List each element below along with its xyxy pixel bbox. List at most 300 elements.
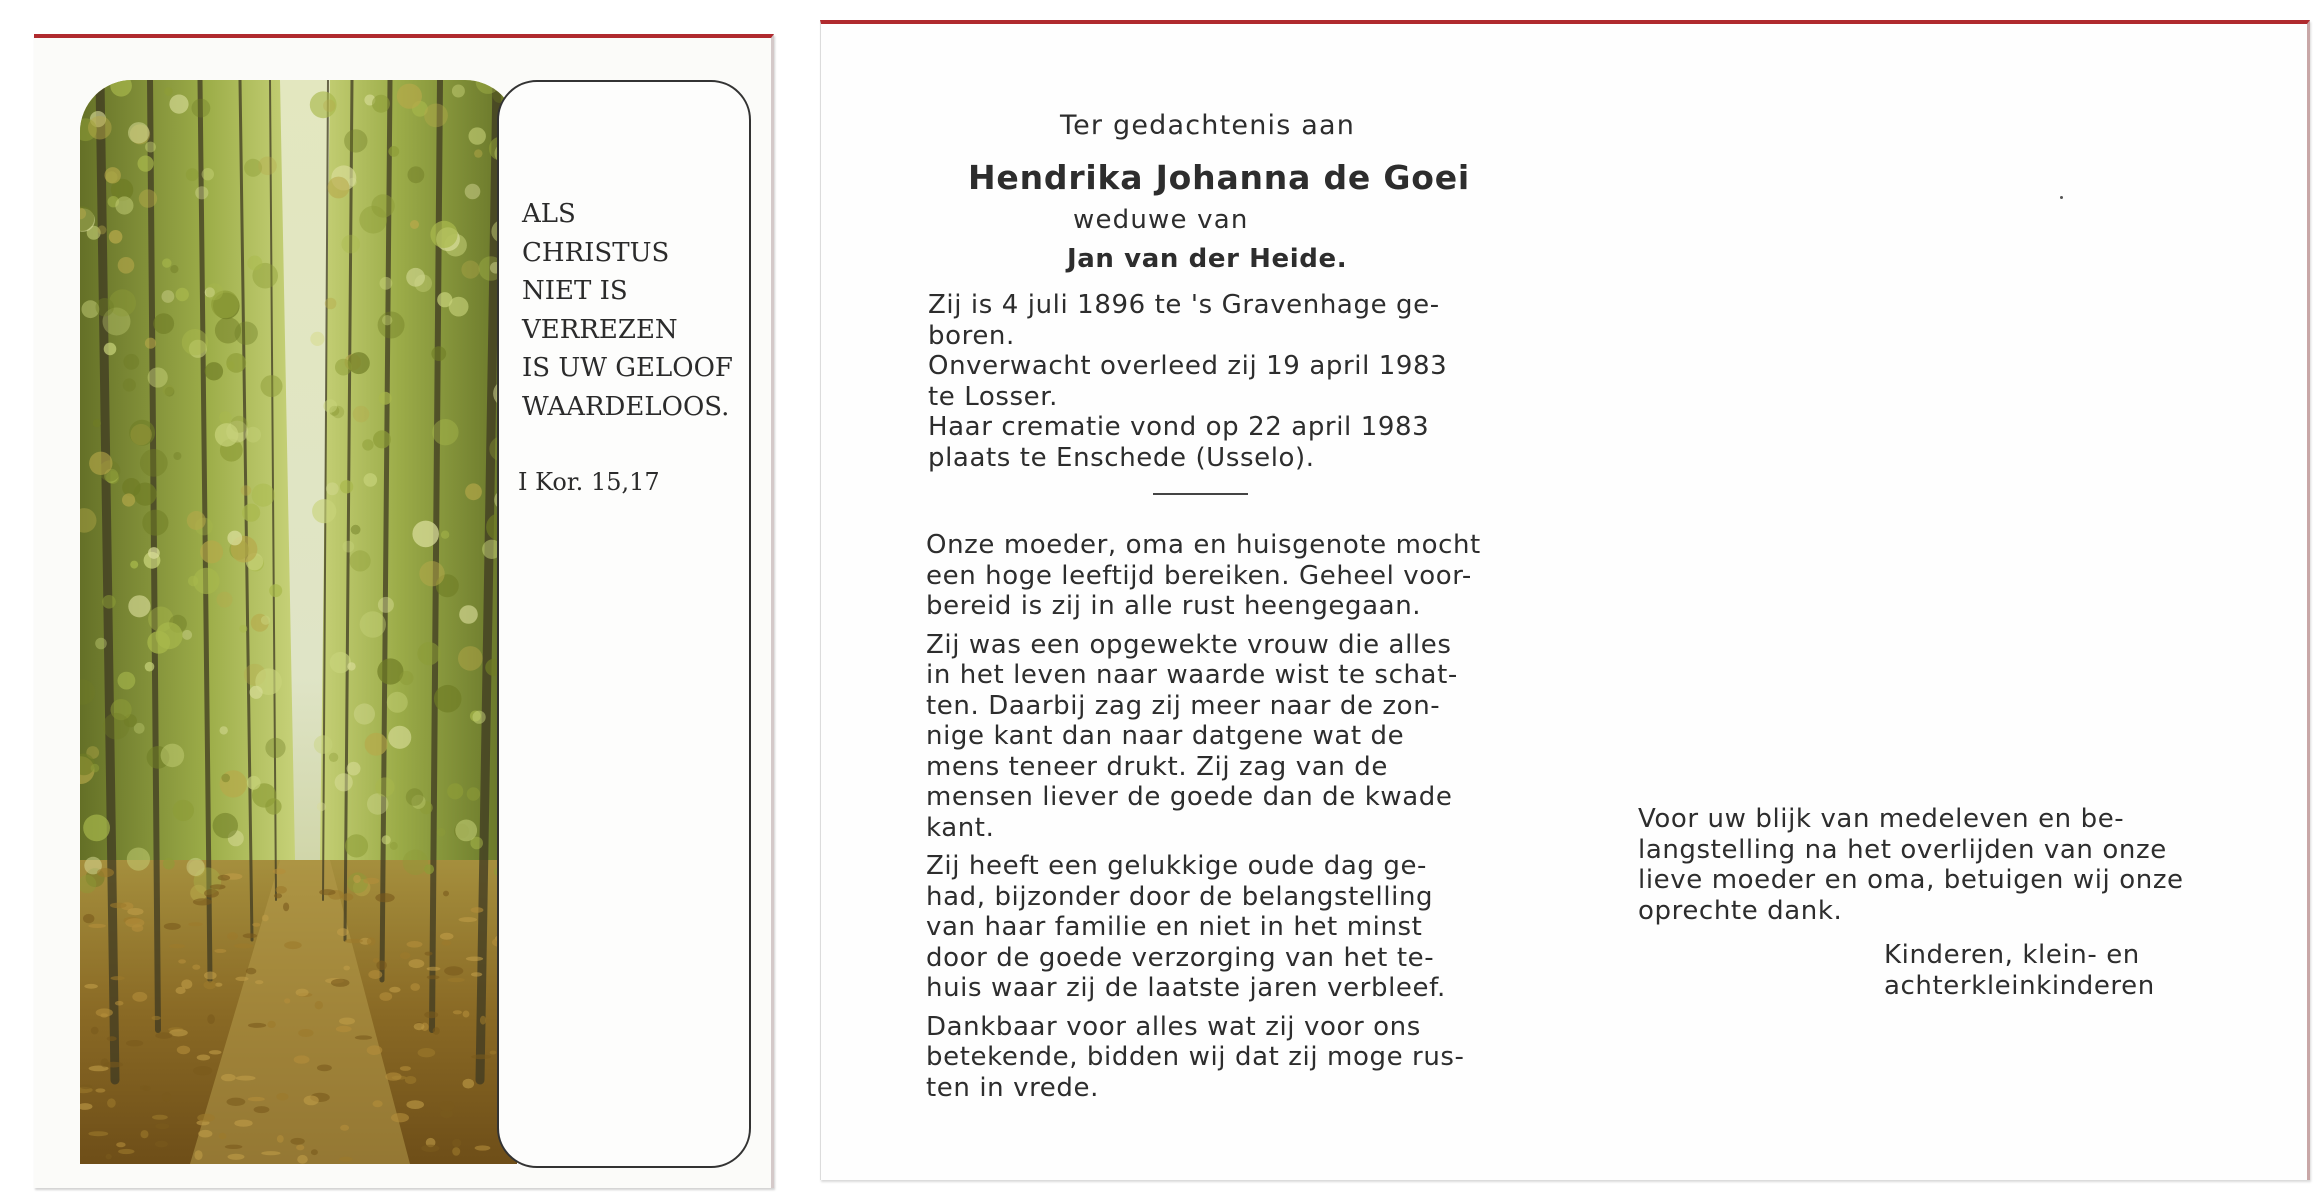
fallen-leaf (337, 928, 348, 936)
foliage-blob (239, 625, 247, 633)
fallen-leaf (88, 924, 106, 928)
foliage-blob (373, 430, 391, 448)
foliage-blob (347, 762, 361, 776)
fallen-leaf (363, 878, 379, 884)
foliage-blob (241, 485, 252, 496)
fallen-leaf (83, 914, 94, 923)
foliage-blob (417, 642, 440, 665)
paper-speck (2060, 196, 2063, 199)
facts-line: Zij is 4 juli 1896 te 's Gravenhage ge- (928, 290, 1440, 320)
foliage-blob (140, 449, 168, 477)
fallen-leaf (188, 922, 202, 926)
foliage-blob (217, 592, 233, 608)
foliage-blob (382, 835, 391, 844)
foliage-blob (258, 157, 277, 176)
fallen-leaf (132, 992, 147, 1002)
foliage-blob (156, 622, 183, 649)
quote-line: VERREZEN (522, 314, 678, 345)
memorial-heading: Ter gedachtenis aan (1060, 110, 1356, 141)
fallen-leaf (197, 1055, 210, 1061)
fallen-leaf (254, 1106, 270, 1113)
fallen-leaf (276, 886, 287, 894)
bible-quote (522, 195, 733, 426)
foliage-blob (317, 802, 326, 811)
fallen-leaf (262, 915, 269, 922)
fallen-leaf (97, 868, 114, 877)
foliage-blob (163, 858, 175, 870)
foliage-blob (104, 343, 117, 356)
fallen-leaf (459, 917, 477, 922)
fallen-leaf (127, 908, 143, 915)
foliage-blob (215, 423, 239, 447)
foliage-blob (186, 168, 199, 181)
fallen-leaf (152, 1115, 168, 1120)
fallen-leaf (221, 1074, 236, 1081)
foliage-blob (88, 116, 112, 140)
fallen-leaf (155, 1123, 169, 1129)
fallen-leaf (317, 1065, 332, 1072)
foliage-blob (169, 95, 188, 114)
fallen-leaf (463, 1079, 475, 1089)
foliage-blob (406, 788, 424, 806)
foliage-blob (193, 568, 219, 594)
fallen-leaf (427, 967, 441, 971)
foliage-blob (128, 595, 150, 617)
fallen-leaf (91, 1027, 99, 1035)
facts-line: te Losser. (928, 381, 1059, 412)
foliage-blob (162, 290, 175, 303)
foliage-blob (375, 777, 394, 796)
fallen-leaf (162, 1092, 171, 1101)
fallen-leaf (471, 972, 482, 976)
fallen-leaf (141, 1130, 149, 1138)
foliage-blob (437, 828, 446, 837)
foliage-blob (97, 225, 106, 234)
fallen-leaf (198, 1130, 212, 1138)
fallen-leaf (297, 1155, 308, 1164)
foliage-blob (424, 104, 448, 128)
thanks-line: langstelling na het overlijden van onze (1638, 834, 2167, 865)
facts-line: Onverwacht overleed zij 19 april 1983 (928, 351, 1448, 381)
eulogy-line: mensen liever de goede dan de kwade (926, 782, 1453, 812)
foliage-blob (145, 338, 156, 349)
fallen-leaf (273, 869, 286, 875)
facts-line: Haar crematie vond op 22 april 1983 (928, 412, 1430, 442)
foliage-blob (449, 297, 469, 317)
relation-label: weduwe van (1073, 205, 1249, 235)
foliage-blob (176, 288, 189, 301)
fallen-leaf (248, 1097, 265, 1101)
fallen-leaf (197, 1114, 215, 1122)
foliage-blob (434, 685, 462, 713)
foliage-blob (162, 258, 171, 267)
fallen-leaf (218, 875, 230, 881)
foliage-blob (340, 480, 353, 493)
foliage-blob (91, 764, 100, 773)
foliage-blob (145, 662, 155, 672)
fallen-leaf (193, 1066, 212, 1075)
foliage-blob (138, 156, 154, 172)
fallen-leaf (443, 891, 449, 897)
foliage-blob (388, 726, 411, 749)
foliage-blob (118, 672, 136, 690)
fallen-leaf (115, 1001, 124, 1006)
fallen-leaf (283, 903, 289, 912)
foliage-blob (142, 510, 168, 536)
fallen-leaf (345, 939, 363, 944)
foliage-blob (202, 168, 214, 180)
fallen-leaf (439, 1101, 454, 1111)
fallen-leaf (424, 1011, 438, 1018)
foliage-blob (342, 541, 354, 553)
fallen-leaf (194, 1150, 202, 1160)
foliage-blob (161, 744, 185, 768)
foliage-blob (348, 178, 356, 186)
foliage-blob (145, 142, 156, 153)
fallen-leaf (246, 968, 256, 975)
fallen-leaf (367, 937, 376, 945)
fallen-leaf (164, 923, 181, 930)
fallen-leaf (243, 933, 257, 938)
thanks-line: lieve moeder en oma, betuigen wij onze (1638, 865, 2184, 895)
foliage-blob (469, 127, 486, 144)
foliage-blob (130, 561, 138, 569)
eulogy-line: Zij heeft een gelukkige oude dag ge- (926, 851, 1428, 881)
foliage-blob (474, 149, 482, 157)
fallen-leaf (274, 893, 282, 898)
foliage-blob (213, 813, 238, 838)
foliage-blob (410, 220, 419, 229)
fallen-leaf (400, 1066, 411, 1071)
fallen-leaf (176, 987, 186, 994)
deceased-name: Hendrika Johanna de Goei (968, 158, 1471, 197)
foliage-blob (431, 346, 446, 361)
fallen-leaf (475, 1145, 491, 1150)
foliage-blob (93, 419, 101, 427)
fallen-leaf (471, 1054, 491, 1059)
foliage-blob (310, 332, 324, 346)
foliage-blob (235, 322, 258, 345)
fallen-leaf (406, 1100, 424, 1109)
fallen-leaf (440, 933, 454, 940)
foliage-blob (173, 800, 194, 821)
foliage-blob (314, 735, 333, 754)
foliage-blob (335, 359, 352, 376)
facts-line: plaats te Enschede (Usselo). (928, 442, 1315, 473)
life-facts (928, 290, 1447, 473)
fallen-leaf (210, 884, 226, 889)
foliage-blob (345, 834, 368, 857)
foliage-blob (403, 850, 429, 876)
fallen-leaf (227, 1098, 246, 1106)
fallen-leaf (209, 1050, 222, 1054)
fallen-leaf (214, 949, 226, 953)
fallen-leaf (425, 952, 433, 956)
fallen-leaf (385, 1072, 401, 1080)
fallen-leaf (101, 1058, 109, 1067)
fallen-leaf (204, 981, 217, 990)
fallen-leaf (235, 977, 248, 981)
fallen-leaf (373, 1100, 383, 1107)
fallen-leaf (480, 1016, 486, 1025)
eulogy-line: bereid is zij in alle rust heengegaan. (926, 591, 1422, 621)
eulogy-paragraph (926, 530, 1481, 622)
foliage-blob (200, 540, 223, 563)
fallen-leaf (298, 1029, 313, 1037)
fallen-leaf (88, 1131, 108, 1136)
signature-line: Kinderen, klein- en (1884, 940, 2140, 970)
foliage-blob (424, 864, 434, 874)
quote-line: WAARDELOOS. (522, 391, 730, 422)
fallen-leaf (234, 1120, 252, 1127)
divider (1153, 493, 1248, 495)
foliage-blob (128, 122, 149, 143)
foliage-blob (170, 265, 178, 273)
fallen-leaf (414, 1023, 425, 1030)
fallen-leaf (151, 1016, 160, 1020)
foliage-blob (247, 256, 262, 271)
eulogy-line: huis waar zij de laatste jaren verbleef. (926, 973, 1446, 1003)
foliage-blob (467, 787, 480, 800)
foliage-blob (122, 493, 135, 506)
foliage-blob (323, 100, 335, 112)
fallen-leaf (367, 1045, 383, 1055)
fallen-leaf (169, 944, 185, 948)
foliage-blob (148, 547, 160, 559)
foliage-blob (455, 820, 477, 842)
fallen-leaf (100, 1013, 108, 1017)
eulogy-line: in het leven naar waarde wist te schat- (926, 660, 1458, 690)
fallen-leaf (444, 966, 463, 975)
foliage-blob (164, 87, 173, 96)
foliage-blob (192, 99, 211, 118)
foliage-blob (406, 268, 425, 287)
foliage-blob (419, 561, 444, 586)
fallen-leaf (405, 1076, 416, 1084)
foliage-blob (388, 146, 399, 157)
fallen-leaf (255, 980, 263, 984)
foliage-blob (364, 473, 378, 487)
foliage-blob (242, 504, 260, 522)
fallen-leaf (178, 959, 186, 963)
foliage-blob (227, 531, 242, 546)
fallen-leaf (315, 1001, 323, 1009)
fallen-leaf (276, 1093, 288, 1101)
foliage-blob (459, 605, 478, 624)
fallen-leaf (389, 987, 400, 993)
foliage-blob (127, 848, 150, 871)
eulogy-line: had, bijzonder door de belangstelling (926, 881, 1434, 912)
quote-line: NIET IS (522, 276, 628, 306)
fallen-leaf (294, 1055, 310, 1063)
fallen-leaf (379, 992, 392, 1001)
foliage-blob (378, 597, 394, 613)
foliage-blob (353, 406, 370, 423)
foliage-blob (399, 671, 413, 685)
fallen-leaf (418, 1048, 436, 1057)
fallen-leaf (427, 975, 440, 979)
foliage-blob (325, 298, 337, 310)
fallen-leaf (236, 1076, 256, 1081)
eulogy-line: door de goede verzorging van het te- (926, 942, 1435, 973)
thanks-line: oprechte dank. (1638, 895, 1843, 926)
foliage-blob (89, 452, 112, 475)
eulogy-paragraph (926, 630, 1481, 844)
foliage-blob (109, 289, 136, 316)
eulogy-line: mens teneer drukt. Zij zag van de (926, 751, 1388, 782)
fallen-leaf (107, 1098, 116, 1107)
eulogy-line: Onze moeder, oma en huisgenote mocht (926, 530, 1481, 560)
fallen-leaf (375, 893, 394, 902)
foliage-blob (397, 84, 422, 109)
fallen-leaf (400, 952, 411, 959)
quote-line: IS UW GELOOF (522, 353, 733, 383)
fallen-leaf (447, 978, 464, 982)
fallen-leaf (261, 1151, 280, 1155)
foliage-blob (247, 776, 261, 790)
fallen-leaf (107, 1036, 117, 1041)
fallen-leaf (84, 984, 98, 989)
foliage-blob (329, 753, 338, 762)
foliage-blob (139, 189, 157, 207)
fallen-leaf (126, 1040, 143, 1046)
foliage-blob (129, 420, 155, 446)
fallen-leaf (409, 959, 425, 968)
foliage-blob (182, 329, 208, 355)
fallen-leaf (466, 957, 483, 962)
fallen-leaf (207, 1014, 215, 1024)
foliage-blob (350, 550, 371, 571)
eulogy-line: nige kant dan naar datgene wat de (926, 721, 1405, 751)
foliage-blob (390, 842, 398, 850)
fallen-leaf (118, 1149, 134, 1154)
foliage-blob (153, 313, 174, 334)
fallen-leaf (452, 1147, 460, 1156)
eulogy-line: ten. Daarbij zag zij meer naar de zon- (926, 690, 1441, 721)
fallen-leaf (252, 923, 260, 927)
foliage-blob (220, 726, 228, 734)
foliage-blob (182, 630, 192, 640)
quote-line: CHRISTUS (522, 237, 670, 268)
facts-line: boren. (928, 320, 1015, 351)
foliage-blob (341, 235, 360, 254)
foliage-blob (261, 616, 270, 625)
foliage-blob (360, 611, 386, 637)
fallen-leaf (336, 1026, 352, 1032)
fallen-leaf (228, 1154, 245, 1160)
foliage-blob (379, 392, 392, 405)
fallen-leaf (177, 1046, 190, 1055)
fallen-leaf (463, 1011, 470, 1018)
foliage-blob (372, 95, 390, 113)
foliage-blob (335, 773, 353, 791)
thanks-line: Voor uw blijk van medeleven en be- (1638, 804, 2125, 834)
fallen-leaf (248, 1023, 266, 1028)
fallen-leaf (343, 966, 350, 971)
foliage-blob (365, 733, 388, 756)
foliage-blob (312, 499, 336, 523)
eulogy-paragraph (926, 851, 1481, 1004)
foliage-blob (351, 525, 361, 535)
fallen-leaf (442, 940, 452, 946)
foliage-blob (187, 858, 205, 876)
eulogy-line: ten in vrede. (926, 1072, 1099, 1103)
foliage-blob (354, 703, 375, 724)
fallen-leaf (116, 1142, 125, 1147)
foliage-blob (412, 521, 439, 548)
foliage-blob (205, 362, 223, 380)
foliage-blob (371, 194, 394, 217)
foliage-blob (148, 367, 168, 387)
foliage-blob (461, 261, 479, 279)
fallen-leaf (277, 1135, 284, 1143)
foliage-blob (245, 427, 261, 443)
fallen-leaf (106, 1154, 112, 1160)
foliage-blob (452, 85, 465, 98)
fallen-leaf (284, 998, 290, 1003)
fallen-leaf (111, 976, 125, 980)
foliage-blob (344, 129, 367, 152)
spouse-name: Jan van der Heide. (1067, 244, 1348, 274)
fallen-leaf (204, 972, 217, 980)
foliage-blob (441, 531, 449, 539)
fallen-leaf (225, 1145, 243, 1149)
fallen-leaf (373, 958, 379, 963)
foliage-blob (187, 511, 206, 530)
foliage-blob (377, 658, 403, 684)
fallen-leaf (192, 965, 200, 970)
foliage-blob (109, 230, 123, 244)
fallen-leaf (421, 1145, 439, 1152)
fallen-leaf (340, 1125, 349, 1131)
foliage-blob (252, 484, 275, 507)
fallen-leaf (339, 1157, 352, 1162)
fallen-leaf (391, 1113, 409, 1122)
foliage-blob (326, 482, 339, 495)
fallen-leaf (193, 898, 212, 905)
eulogy-line: een hoge leeftijd bereiken. Geheel voor- (926, 560, 1472, 591)
fallen-leaf (355, 1035, 372, 1039)
fallen-leaf (234, 944, 253, 949)
fallen-leaf (290, 1138, 304, 1145)
fallen-leaf (95, 1088, 105, 1092)
eulogy-line: Dankbaar voor alles wat zij voor ons (926, 1011, 1421, 1042)
fallen-leaf (140, 1085, 149, 1089)
foliage-blob (473, 711, 486, 724)
foliage-blob (219, 411, 232, 424)
fallen-leaf (410, 983, 420, 991)
fallen-leaf (284, 941, 302, 949)
eulogy-paragraph (926, 1012, 1481, 1104)
foliage-blob (206, 283, 223, 300)
fallen-leaf (339, 1018, 355, 1025)
fallen-leaf (331, 979, 350, 987)
foliage-blob (348, 352, 370, 374)
foliage-blob (362, 439, 373, 450)
foliage-blob (226, 353, 246, 373)
eulogy-line: van haar familie en niet in het minst (926, 912, 1423, 942)
signature-line: achterkleinkinderen (1884, 970, 2155, 1001)
fallen-leaf (453, 1010, 462, 1014)
foliage-blob (408, 166, 425, 183)
fallen-leaf (353, 875, 361, 883)
foliage-blob (105, 167, 121, 183)
family-signature (1884, 940, 2155, 1001)
fallen-leaf (471, 907, 484, 913)
foliage-blob (328, 177, 350, 199)
foliage-blob (173, 452, 181, 460)
fallen-leaf (490, 1051, 497, 1055)
